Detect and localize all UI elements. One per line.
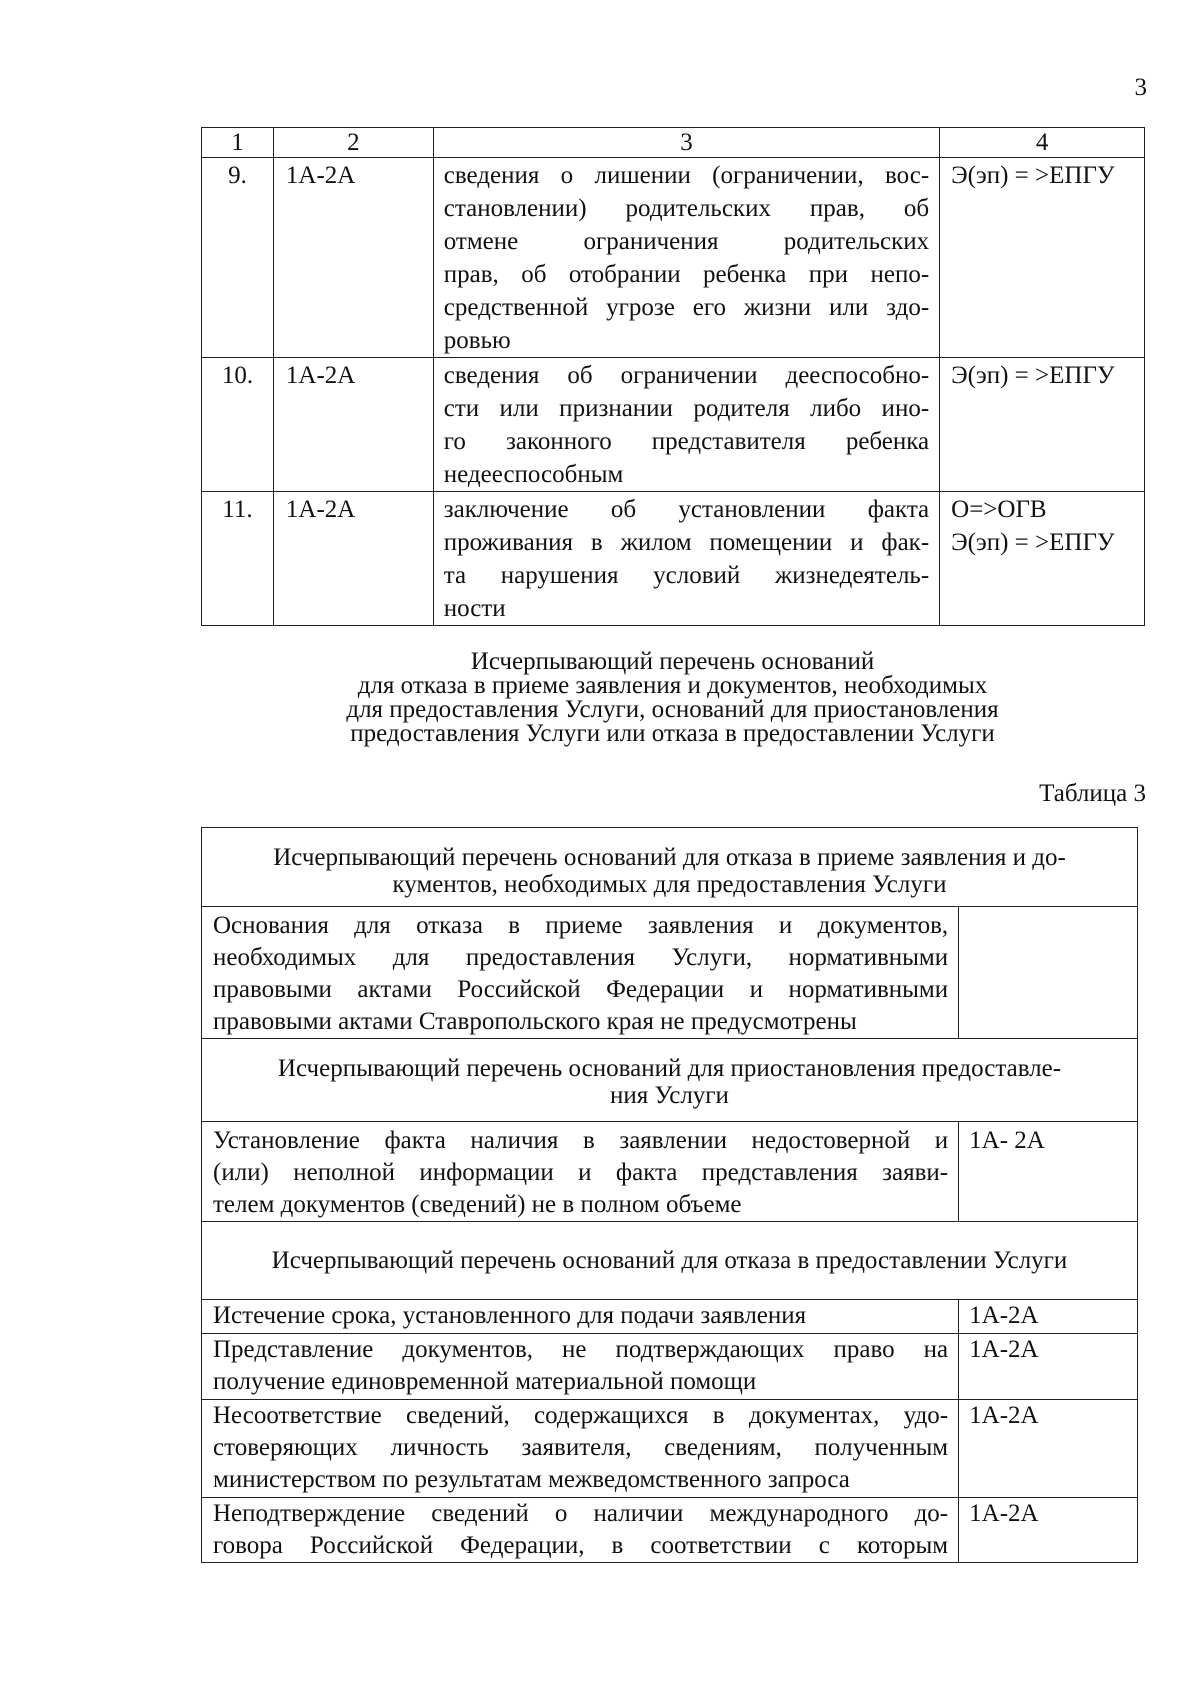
text-line: отмене ограничения родительских [443,228,930,255]
documents-table [201,127,1145,626]
heading-line: Исчерпывающий перечень оснований [470,648,875,675]
text-line: телем документов (сведений) не в полном объеме [213,1191,742,1218]
row-number: 9. [202,158,274,358]
table-label: Таблица 3 [1039,780,1146,807]
table-row [202,907,1138,1039]
page-number: 3 [1134,74,1147,101]
text-line: заключение об установлении факта [443,496,930,523]
row-code: 1А-2А [273,158,433,358]
text-line: Истечение срока, установленного для подачи заявления [213,1302,807,1329]
ground-code: 1А-2А [959,1400,1138,1498]
row-code: 1А-2А [273,358,433,492]
row-description [433,358,939,492]
heading-line: для предоставления Услуги, оснований для приостановления [346,696,999,723]
text-line: Исчерпывающий перечень оснований для отказа в приеме заявления и до- [273,844,1066,871]
table-row [202,1300,1138,1334]
table-row [202,1334,1138,1400]
text-line: Установление факта наличия в заявлении недостоверной и [213,1127,949,1154]
text-line: министерством по результатам межведомственного запроса [213,1466,850,1493]
row-number: 10. [202,358,274,492]
header-cell: 4 [940,128,1145,158]
table-row [202,1498,1138,1563]
grounds-table [201,827,1138,1563]
method-line: Э(эп) = >ЕПГУ [951,529,1115,556]
ground-text [202,907,959,1039]
ground-code: 1А- 2А [959,1122,1138,1222]
table-row [202,1400,1138,1498]
row-number: 11. [202,492,274,626]
text-line: ности [443,595,506,622]
table-row [202,158,1145,358]
row-method [940,492,1145,626]
text-line: правовыми актами Ставропольского края не предусмотрены [213,1008,857,1035]
text-line: говора Российской Федерации, в соответствии с которым [213,1532,949,1559]
text-line: прав, об отобрании ребенка при непо- [443,261,930,288]
text-line: становлении) родительских прав, об [443,195,930,222]
text-line: ровью [443,327,511,354]
text-line: Неподтверждение сведений о наличии международного до- [213,1500,949,1527]
section-title [202,1039,1138,1122]
section-row [202,828,1138,907]
row-method [940,358,1145,492]
heading-line: для отказа в приеме заявления и документов, необходимых [357,672,988,699]
ground-text [202,1334,959,1400]
text-line: Несоответствие сведений, содержащихся в документах, удо- [213,1402,949,1429]
text-line: та нарушения условий жизнедеятель- [443,562,930,589]
row-description [433,492,939,626]
text-line: ния Услуги [610,1082,729,1109]
ground-code [959,907,1138,1039]
text-line: Исчерпывающий перечень оснований для приостановления предоставле- [277,1055,1062,1082]
header-cell: 2 [273,128,433,158]
text-line: кументов, необходимых для предоставления Услуги [392,871,947,898]
section-title [202,1222,1138,1300]
text-line: Представление документов, не подтверждающих право на [213,1336,949,1363]
ground-text [202,1122,959,1222]
table-row [202,358,1145,492]
text-line: проживания в жилом помещении и фак- [443,529,930,556]
method-line: Э(эп) = >ЕПГУ [951,162,1115,189]
text-line: го законного представителя ребенка [443,428,930,455]
text-line: стоверяющих личность заявителя, сведениям, полученным [213,1434,949,1461]
text-line: Исчерпывающий перечень оснований для отказа в предоставлении Услуги [271,1247,1068,1274]
text-line: необходимых для предоставления Услуги, нормативными [213,944,949,971]
heading-line: предоставления Услуги или отказа в предоставлении Услуги [350,720,995,747]
table-header-row [202,128,1145,158]
ground-text [202,1300,959,1334]
text-line: правовыми актами Российской Федерации и нормативными [213,976,949,1003]
header-cell: 3 [433,128,939,158]
ground-text [202,1400,959,1498]
text-line: сведения об ограничении дееспособно- [443,362,930,389]
text-line: средственной угрозе его жизни или здо- [443,294,930,321]
row-description [433,158,939,358]
method-line: О=>ОГВ [951,496,1047,523]
ground-code: 1А-2А [959,1498,1138,1563]
row-method [940,158,1145,358]
ground-text [202,1498,959,1563]
section-row [202,1039,1138,1122]
text-line: сведения о лишении (ограничении, вос- [443,162,930,189]
ground-code: 1А-2А [959,1334,1138,1400]
row-code: 1А-2А [273,492,433,626]
ground-code: 1А-2А [959,1300,1138,1334]
section-heading [200,650,1145,746]
text-line: недееспособным [443,461,624,488]
text-line: сти или признании родителя либо ино- [443,395,930,422]
section-title [202,828,1138,907]
method-line: Э(эп) = >ЕПГУ [951,362,1115,389]
section-row [202,1222,1138,1300]
text-line: (или) неполной информации и факта представления заяви- [213,1159,949,1186]
text-line: Основания для отказа в приеме заявления и документов, [213,912,949,939]
table-row [202,492,1145,626]
text-line: получение единовременной материальной помощи [213,1368,757,1395]
header-cell: 1 [202,128,274,158]
table-row [202,1122,1138,1222]
